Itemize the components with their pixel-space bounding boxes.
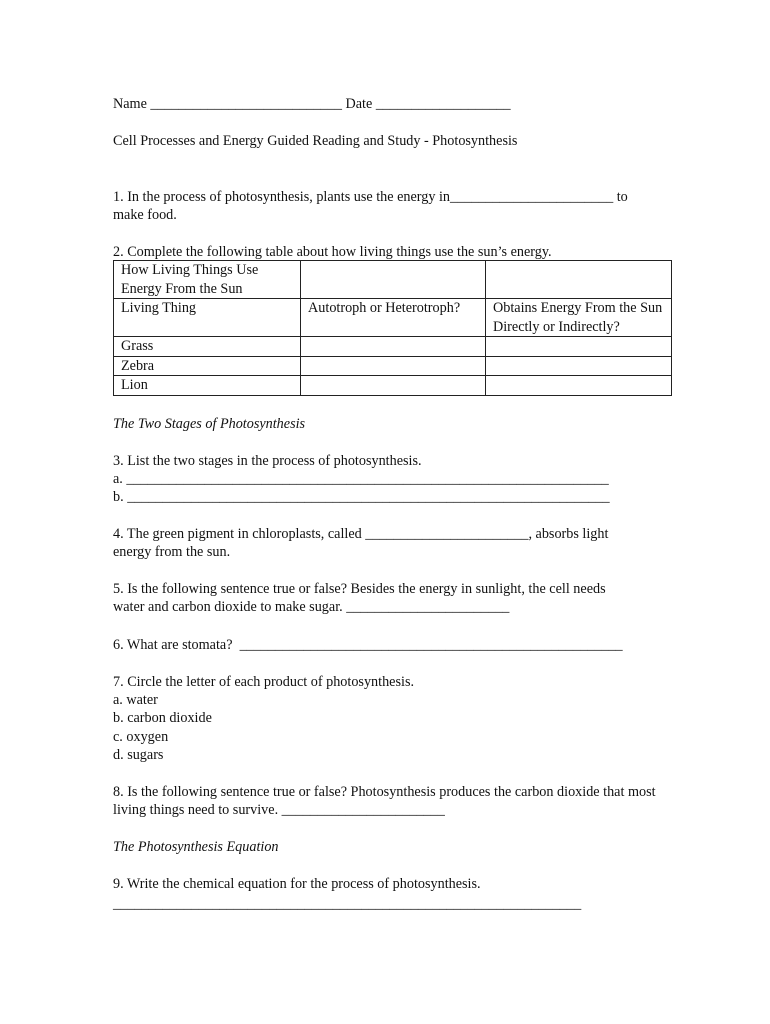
table-empty-cell bbox=[301, 261, 486, 299]
question-1-line1[interactable]: 1. In the process of photosynthesis, plants use the energy in_______________________ to bbox=[113, 189, 628, 205]
answer-cell[interactable] bbox=[485, 376, 671, 396]
question-9-prompt: 9. Write the chemical equation for the process of photosynthesis. bbox=[113, 876, 481, 892]
question-6[interactable]: 6. What are stomata? ______________________________________________________ bbox=[113, 637, 623, 653]
section-heading-stages: The Two Stages of Photosynthesis bbox=[113, 416, 306, 432]
answer-cell[interactable] bbox=[301, 337, 486, 357]
header-energy-source-line1: Obtains Energy From the Sun bbox=[492, 300, 663, 316]
question-7-option-c[interactable]: c. oxygen bbox=[113, 729, 169, 745]
question-3-prompt: 3. List the two stages in the process of photosynthesis. bbox=[113, 453, 422, 469]
living-things-table bbox=[113, 260, 672, 396]
question-7-option-b[interactable]: b. carbon dioxide bbox=[113, 710, 212, 726]
worksheet-title: Cell Processes and Energy Guided Reading and Study - Photosynthesis bbox=[113, 133, 518, 149]
table-row bbox=[114, 337, 672, 357]
table-title-line1: How Living Things Use bbox=[121, 262, 259, 278]
question-5-line1: 5. Is the following sentence true or false? Besides the energy in sunlight, the cell needs bbox=[113, 581, 606, 597]
question-3-answer-a[interactable]: a. ____________________________________________________________________ bbox=[113, 471, 609, 487]
header-autotroph-label: Autotroph or Heterotroph? bbox=[308, 300, 461, 316]
answer-cell[interactable] bbox=[485, 356, 671, 376]
table-title-row bbox=[114, 261, 672, 299]
header-living-thing-label: Living Thing bbox=[121, 300, 197, 316]
question-7-prompt: 7. Circle the letter of each product of photosynthesis. bbox=[113, 674, 415, 690]
question-4-line2: energy from the sun. bbox=[113, 544, 231, 560]
row-label-zebra: Zebra bbox=[114, 356, 301, 376]
table-title-line2: Energy From the Sun bbox=[121, 280, 243, 297]
row-label-grass: Grass bbox=[114, 337, 301, 357]
row-label-lion: Lion bbox=[114, 376, 301, 396]
question-1-line2: make food. bbox=[113, 207, 177, 223]
header-living-thing bbox=[114, 299, 301, 337]
question-9-answer-line[interactable]: __________________________________________________________________ bbox=[113, 896, 582, 912]
table-empty-cell bbox=[485, 261, 671, 299]
header-energy-source-line2: Directly or Indirectly? bbox=[492, 318, 620, 335]
question-8-line2[interactable]: living things need to survive. _______________________ bbox=[113, 802, 445, 818]
question-7-option-a[interactable]: a. water bbox=[113, 692, 158, 708]
answer-cell[interactable] bbox=[301, 376, 486, 396]
name-date-line[interactable]: Name ___________________________ Date ___________________ bbox=[113, 96, 511, 112]
table-title-cell bbox=[114, 261, 301, 299]
question-3-answer-b[interactable]: b. ____________________________________________________________________ bbox=[113, 489, 610, 505]
question-8-line1: 8. Is the following sentence true or false? Photosynthesis produces the carbon dioxide that most bbox=[113, 784, 656, 800]
header-energy-source bbox=[485, 299, 671, 337]
section-heading-equation: The Photosynthesis Equation bbox=[113, 839, 279, 855]
header-autotroph bbox=[301, 299, 486, 337]
answer-cell[interactable] bbox=[301, 356, 486, 376]
table-header-row bbox=[114, 299, 672, 337]
question-4-line1[interactable]: 4. The green pigment in chloroplasts, called _______________________, absorbs light bbox=[113, 526, 609, 542]
question-7-option-d[interactable]: d. sugars bbox=[113, 747, 164, 763]
question-5-line2[interactable]: water and carbon dioxide to make sugar. _______________________ bbox=[113, 599, 510, 615]
answer-cell[interactable] bbox=[485, 337, 671, 357]
table-row bbox=[114, 356, 672, 376]
question-2-prompt: 2. Complete the following table about how living things use the sun’s energy. bbox=[113, 244, 552, 260]
table-row bbox=[114, 376, 672, 396]
